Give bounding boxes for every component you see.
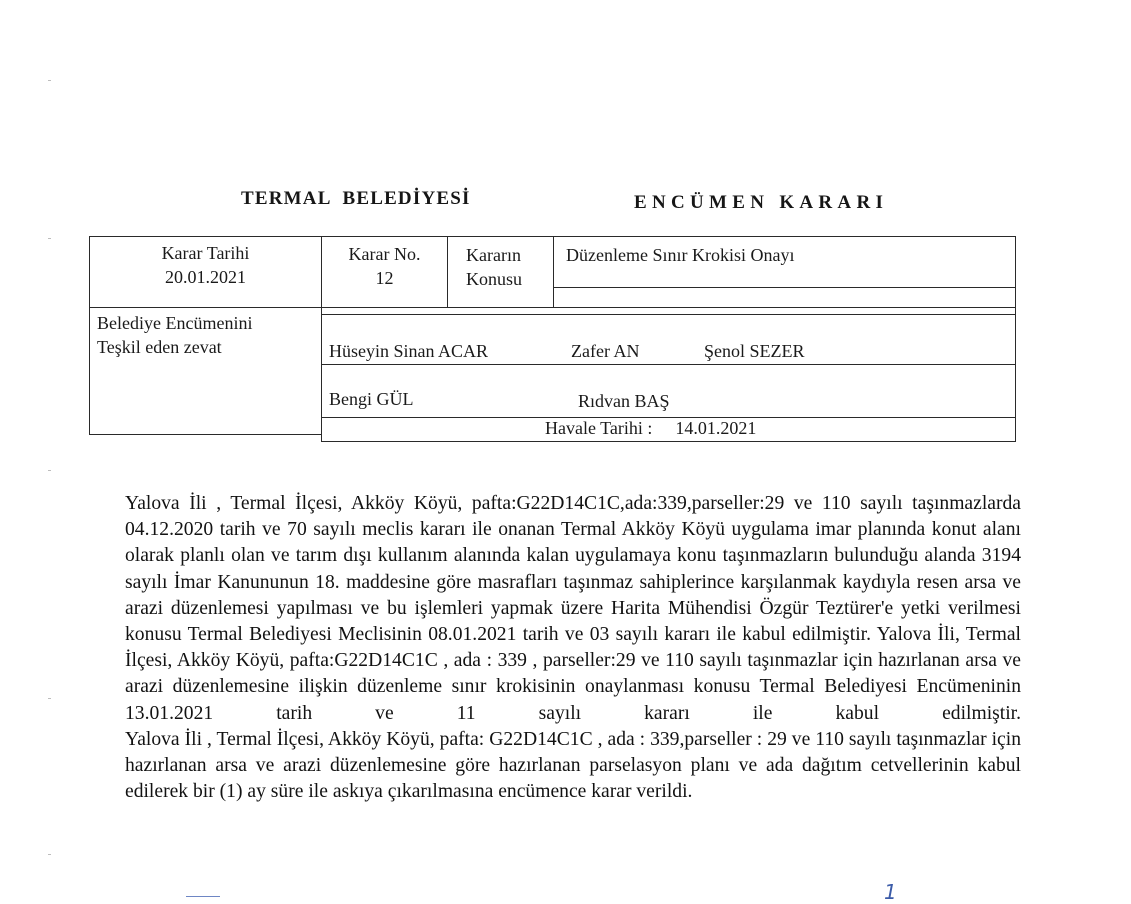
body-paragraph: Yalova İli , Termal İlçesi, Akköy Köyü, pafta:G22D14C1C,ada:339,parseller:29 ve 110 sayılı taşınmazlarda 04.12.2020 tarih ve 70 sayılı meclis kararı ile onanan Termal Akköy Köyü uygulama imar planında konut alanı olarak planlı olan ve tarım dışı kullanım alanında kalan uygulamaya konu taşınmazların bulunduğu alanda 3194 sayılı İmar Kanununun 18. maddesine göre masrafları taşınmaz sahiplerince karşılanmak kaydıyla resen arsa ve arazi düzenlemesi yapılması ve bu işlemleri yapmak üzere Harita Mühendisi Özgür Teztürer'e yetki verilmesi konusu Termal Belediyesi Meclisinin 08.01.2021 tarih ve 03 sayılı kararı ile kabul edilmiştir. Yalova İli, Termal İlçesi, Akköy Köyü, pafta:G22D14C1C , ada : 339 , parseller:29 ve 110 sayılı taşınmazlar için hazırlanan arsa ve arazi düzenlemesine ilişkin düzenleme sınır krokisinin onaylanması konusu Termal Belediyesi Encümeninin 13.01.2021 tarih ve 11 sayılı kararı ile kabul edilmiştir. (125, 493, 1021, 724)
institution-title: TERMAL BELEDİYESİ (241, 188, 471, 209)
margin-mark (48, 854, 51, 855)
decision-body (125, 491, 1021, 805)
committee-label-line1: Belediye Encümenini (97, 313, 253, 333)
referral-date-label: Havale Tarihi : (545, 418, 653, 438)
document-type-title: ENCÜMEN KARARI (634, 192, 889, 213)
member-name: Hüseyin Sinan ACAR (329, 341, 489, 361)
referral-date-value: 14.01.2021 (675, 418, 757, 438)
decision-date-value: 20.01.2021 (165, 267, 246, 287)
signature-scribble (186, 896, 220, 901)
subject-label-line2: Konusu (466, 269, 523, 289)
margin-mark (48, 238, 51, 239)
committee-label-line2: Teşkil eden zevat (97, 337, 222, 357)
subject-label-line1: Kararın (466, 245, 521, 265)
margin-mark (48, 470, 51, 471)
decision-date-label: Karar Tarihi (161, 243, 250, 263)
decision-number-value: 12 (375, 268, 394, 288)
margin-mark (48, 698, 51, 699)
handwritten-page-mark: 1 (884, 880, 897, 904)
subject-value: Düzenleme Sınır Krokisi Onayı (566, 245, 795, 265)
member-name: Şenol SEZER (704, 341, 805, 361)
body-paragraph: Yalova İli , Termal İlçesi, Akköy Köyü, pafta: G22D14C1C , ada : 339,parseller : 29 ve 110 sayılı taşınmazlar için hazırlanan arsa ve arazi düzenlemesine göre hazırlanan parselasyon planı ve ada dağıtım cetvellerinin kabul edilerek bir (1) ay süre ile askıya çıkarılmasına encümence karar verildi. (125, 728, 1021, 803)
member-name: Zafer AN (571, 341, 640, 361)
margin-mark (48, 80, 51, 81)
member-name: Bengi GÜL (329, 389, 414, 409)
member-name: Rıdvan BAŞ (578, 391, 670, 411)
decision-number-label: Karar No. (348, 244, 421, 264)
